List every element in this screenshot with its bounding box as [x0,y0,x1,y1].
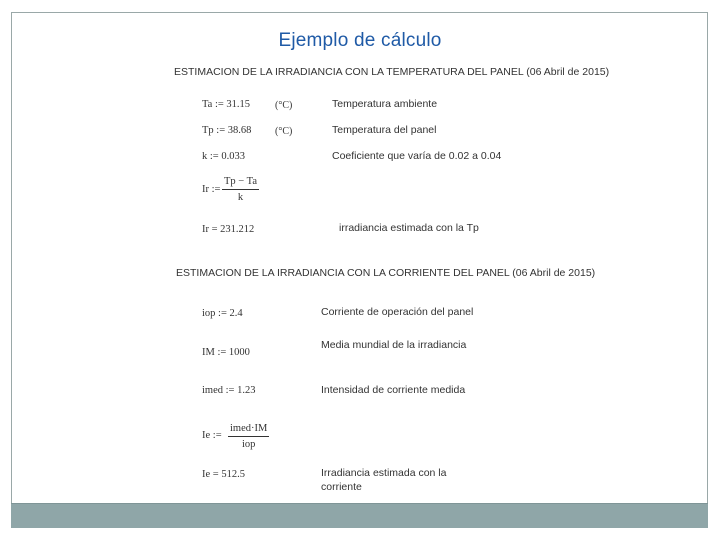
ir-formula-denominator: k [237,192,244,203]
fraction-bar [222,189,259,190]
fraction-bar [228,436,269,437]
imed-expression: imed := 1.23 [202,385,256,396]
footer-bar [11,503,708,528]
iop-description: Corriente de operación del panel [321,306,474,318]
tp-description: Temperatura del panel [332,124,437,136]
iop-expression: iop := 2.4 [202,308,243,319]
tp-unit: (°C) [275,126,293,137]
k-description: Coeficiente que varía de 0.02 a 0.04 [332,150,502,162]
ie-formula-lhs: Ie := [202,430,222,441]
ie-formula-numerator: imed·IM [230,423,268,434]
ir-formula-lhs: Ir := [202,184,221,195]
section1-heading: ESTIMACION DE LA IRRADIANCIA CON LA TEMPERATURA DEL PANEL (06 Abril de 2015) [174,66,610,78]
ta-expression: Ta := 31.15 [202,99,251,110]
ie-formula-fraction [228,423,269,450]
ir-formula-numerator: Tp − Ta [224,176,257,187]
ir-result-description: irradiancia estimada con la Tp [339,222,479,234]
calculation-panel [172,60,610,502]
slide-title: Ejemplo de cálculo [278,30,442,51]
ie-result-description-line2: corriente [321,481,362,493]
ie-result: Ie = 512.5 [202,469,245,480]
imed-description: Intensidad de corriente medida [321,384,466,396]
k-expression: k := 0.033 [202,151,245,162]
tp-expression: Tp := 38.68 [202,125,252,136]
ir-result: Ir = 231.212 [202,224,255,235]
im-expression: IM := 1000 [202,347,250,358]
im-description: Media mundial de la irradiancia [321,339,467,351]
ta-unit: (°C) [275,100,293,111]
ir-formula-fraction [222,176,259,203]
ie-formula-denominator: iop [241,439,256,450]
section2-heading: ESTIMACION DE LA IRRADIANCIA CON LA CORRIENTE DEL PANEL (06 Abril de 2015) [176,267,596,279]
ie-result-description-line1: Irradiancia estimada con la [321,467,447,479]
ta-description: Temperatura ambiente [332,98,438,110]
